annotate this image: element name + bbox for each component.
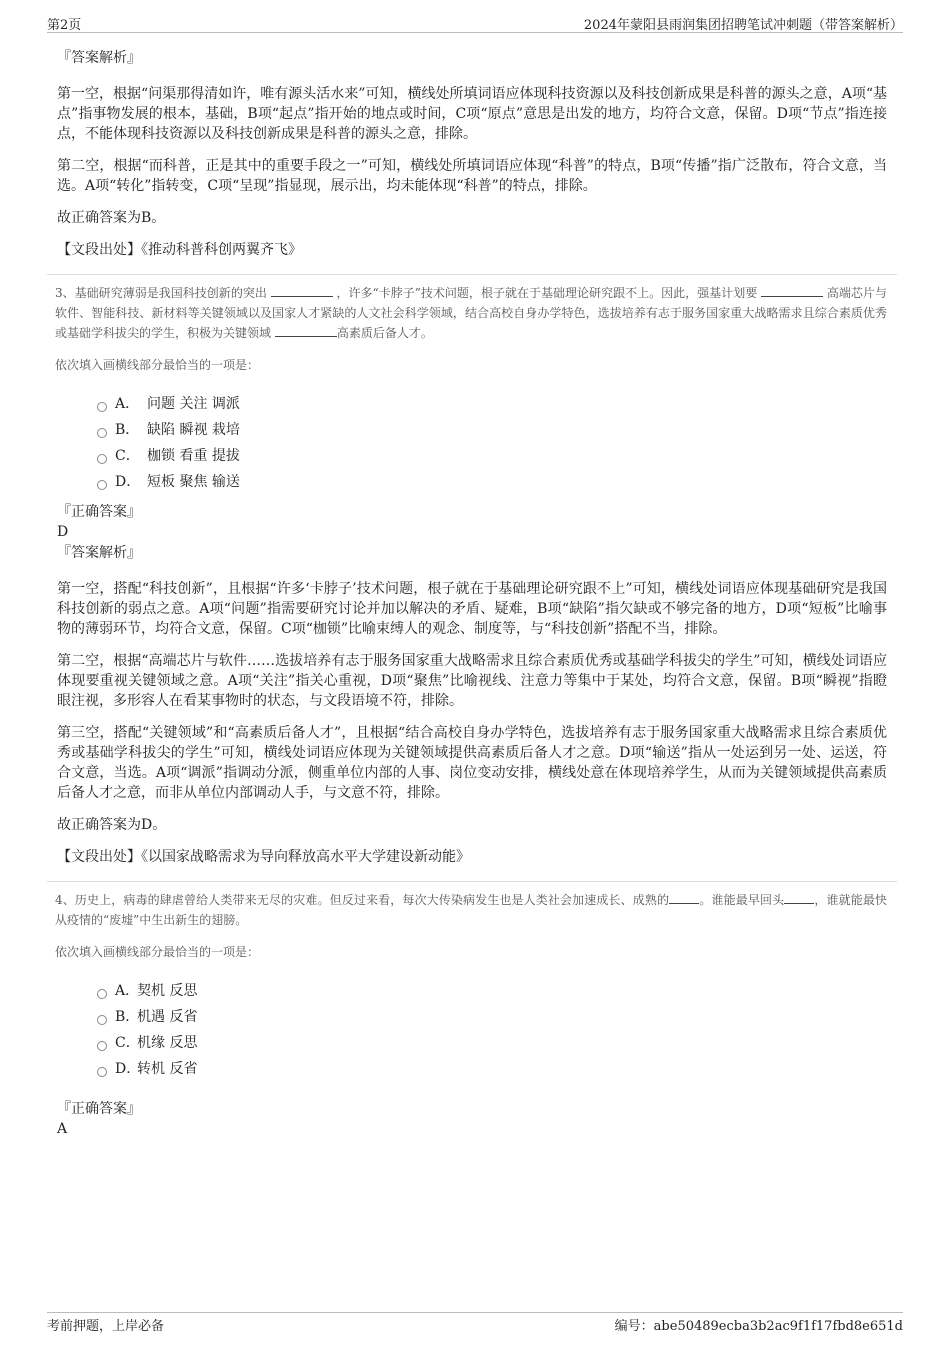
radio-button[interactable] bbox=[97, 480, 107, 490]
passage-source: 【文段出处】《以国家战略需求为导向释放高水平大学建设新动能》 bbox=[57, 849, 470, 865]
analysis-paragraph: 第一空，搭配“科技创新”，且根据“许多‘卡脖子’技术问题，根子就在于基础理论研究跟不上”可知，横线处词语应体现基础研究是我国科技创新的弱点之意。A项“问题”指需要研究讨论并加以解决的矛盾、疑难，B项“缺陷”指欠缺或不够完备的地方，D项“短板”比喻事物的薄弱环节，均符合文意，保留。C项“枷锁”比喻束缚人的观念、制度等，与“科技创新”搭配不当，排除。 bbox=[57, 581, 887, 637]
footer-slogan: 考前押题，上岸必备 bbox=[47, 1319, 165, 1334]
blank bbox=[761, 284, 823, 297]
answer-conclusion: 故正确答案为B。 bbox=[57, 210, 166, 226]
correct-answer: D bbox=[57, 524, 69, 540]
question-text: 3、基础研究薄弱是我国科技创新的突出 ，许多“卡脖子”技术问题，根子就在于基础理论研究跟不上。因此，强基计划要 高端芯片与软件、智能科技、新材料等关键领域以及国家人才紧缺的人文社会科学领域，结合高校自身办学特色，选拔培养有志于服务国家重大战略需求且综合素质优秀或基础学科拔尖的学生，积极为关键领域 高素质后备人才。 bbox=[55, 286, 887, 340]
option-d[interactable]: D． 短板 聚焦 输送 bbox=[97, 469, 887, 495]
answer-label: 『正确答案』 bbox=[57, 504, 141, 520]
document-title: 2024年蒙阳县雨润集团招聘笔试冲刺题（带答案解析） bbox=[583, 18, 903, 33]
options-list bbox=[97, 978, 887, 1082]
radio-button[interactable] bbox=[97, 1015, 107, 1025]
document-id: 编号：abe50489ecba3b2ac9f1f17fbd8e651d bbox=[614, 1319, 903, 1334]
passage-source: 【文段出处】《推动科普科创两翼齐飞》 bbox=[57, 242, 302, 258]
analysis-label: 『答案解析』 bbox=[57, 50, 141, 66]
option-a[interactable]: A． 契机 反思 bbox=[97, 978, 887, 1004]
option-b[interactable]: B． 机遇 反省 bbox=[97, 1004, 887, 1030]
option-d[interactable]: D． 转机 反省 bbox=[97, 1056, 887, 1082]
question-prompt: 依次填入画横线部分最恰当的一项是： bbox=[55, 945, 260, 959]
question-text: 4、历史上，病毒的肆虐曾给人类带来无尽的灾难。但反过来看，每次大传染病发生也是人类社会加速成长、成熟的 。谁能最早回头 ，谁就能最快从疫情的“废墟”中生出新生的翅膀。 bbox=[55, 893, 887, 927]
option-a[interactable]: A． 问题 关注 调派 bbox=[97, 391, 887, 417]
page-header bbox=[47, 14, 903, 33]
options-list bbox=[97, 391, 887, 495]
radio-button[interactable] bbox=[97, 989, 107, 999]
blank bbox=[275, 324, 337, 337]
blank bbox=[669, 891, 699, 904]
blank bbox=[271, 284, 333, 297]
page-number: 第2页 bbox=[47, 18, 82, 33]
analysis-paragraph: 第一空，根据“问渠那得清如许，唯有源头活水来”可知，横线处所填词语应体现科技资源以及科技创新成果是科普的源头之意，A项“基点”指事物发展的根本，基础，B项“起点”指开始的地点或时间，C项“原点”意思是出发的地方，均符合文意，保留。D项“节点”指连接点，不能体现科技资源以及科技创新成果是科普的源头之意，排除。 bbox=[57, 86, 887, 142]
analysis-paragraph: 第二空，根据“而科普，正是其中的重要手段之一”可知，横线处所填词语应体现“科普”的特点，B项“传播”指广泛散布，符合文意，当选。A项“转化”指转变，C项“呈现”指显现，展示出，均未能体现“科普”的特点，排除。 bbox=[57, 158, 887, 194]
document-body bbox=[57, 48, 887, 1140]
page-footer bbox=[47, 1312, 903, 1333]
answer-label: 『正确答案』 bbox=[57, 1101, 141, 1117]
analysis-paragraph: 第三空，搭配“关键领域”和“高素质后备人才”，且根据“结合高校自身办学特色，选拔培养有志于服务国家重大战略需求且综合素质优秀或基础学科拔尖的学生”可知，横线处词语应体现为关键领域提供高素质后备人才之意。D项“输送”指从一处运到另一处、运送，符合文意，当选。A项“调派”指调动分派，侧重单位内部的人事、岗位变动安排，横线处意在体现培养学生，从而为关键领域提供高素质后备人才之意，而非从单位内部调动人手，与文意不符，排除。 bbox=[57, 725, 887, 801]
radio-button[interactable] bbox=[97, 428, 107, 438]
divider bbox=[47, 881, 897, 882]
radio-button[interactable] bbox=[97, 402, 107, 412]
option-c[interactable]: C． 机缘 反思 bbox=[97, 1030, 887, 1056]
radio-button[interactable] bbox=[97, 1041, 107, 1051]
analysis-label: 『答案解析』 bbox=[57, 545, 141, 561]
correct-answer: A bbox=[57, 1121, 68, 1137]
option-c[interactable]: C． 枷锁 看重 提拔 bbox=[97, 443, 887, 469]
analysis-paragraph: 第二空，根据“高端芯片与软件……选拔培养有志于服务国家重大战略需求且综合素质优秀或基础学科拔尖的学生”可知，横线处词语应体现要重视关键领域之意。A项“关注”指关心重视，D项“聚焦”比喻视线、注意力等集中于某处，均符合文意，保留。B项“瞬视”指瞪眼注视，多形容人在看某事物时的状态，与文段语境不符，排除。 bbox=[57, 653, 887, 709]
option-b[interactable]: B． 缺陷 瞬视 栽培 bbox=[97, 417, 887, 443]
radio-button[interactable] bbox=[97, 1067, 107, 1077]
blank bbox=[784, 891, 814, 904]
radio-button[interactable] bbox=[97, 454, 107, 464]
question-prompt: 依次填入画横线部分最恰当的一项是： bbox=[55, 358, 260, 372]
answer-conclusion: 故正确答案为D。 bbox=[57, 817, 167, 833]
divider bbox=[47, 274, 897, 275]
